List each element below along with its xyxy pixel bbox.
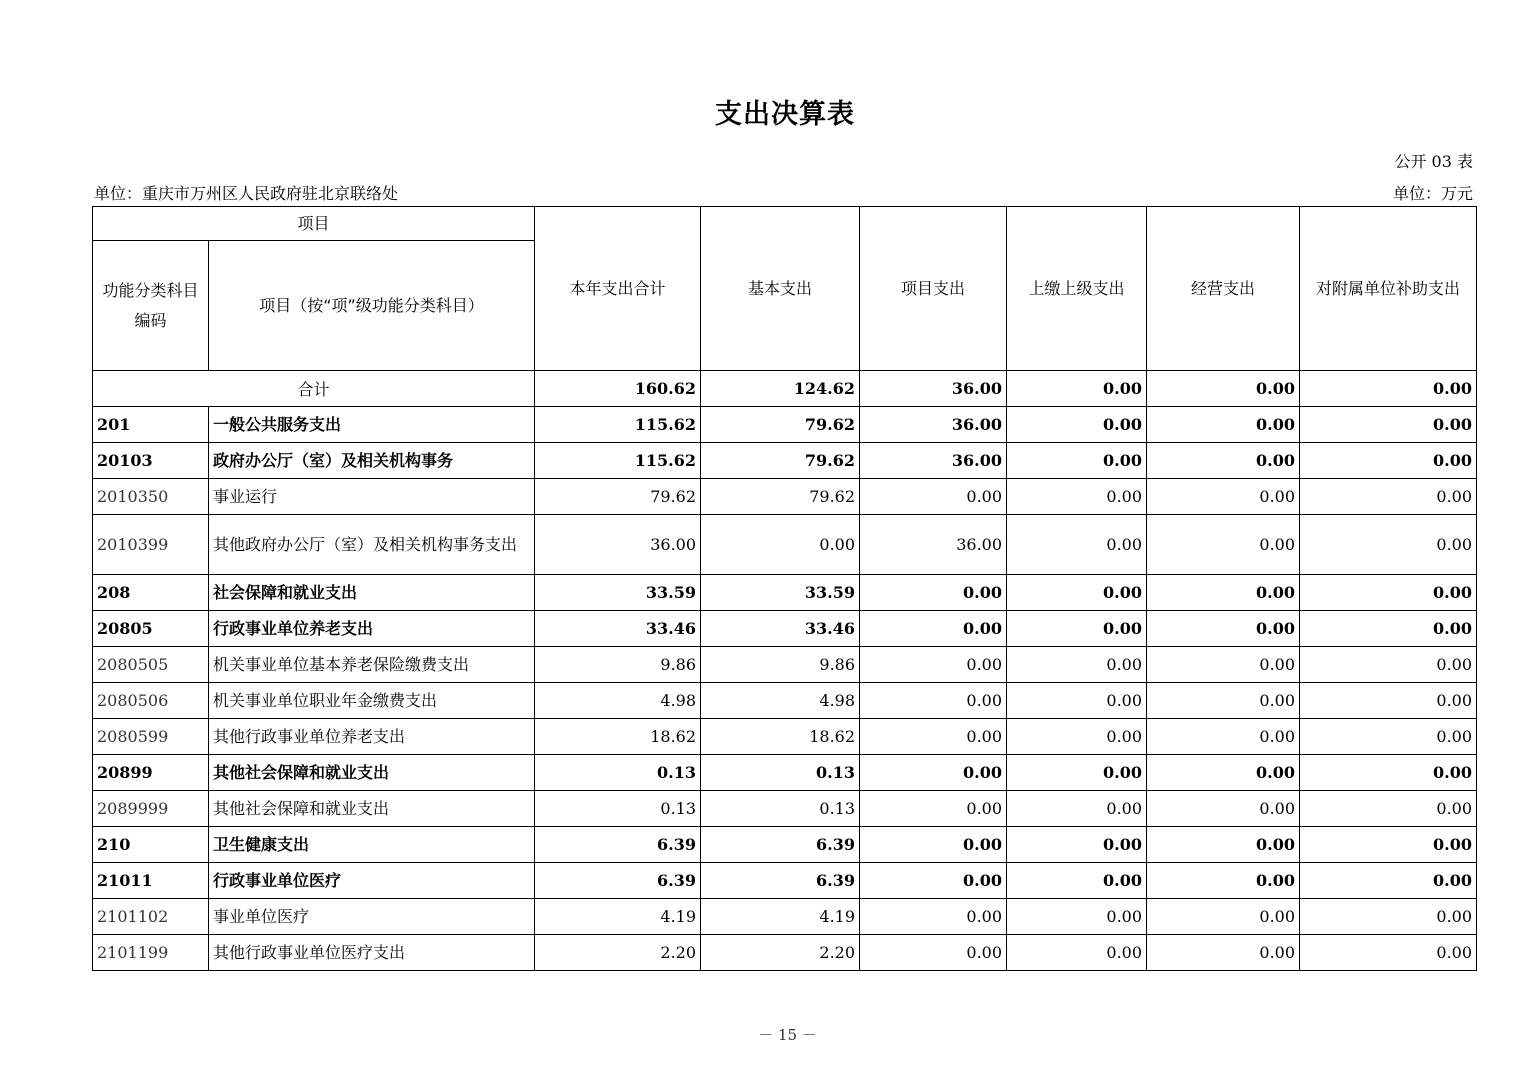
row-value: 4.98 — [701, 683, 860, 719]
row-value: 0.00 — [1300, 515, 1477, 575]
row-value: 0.00 — [1007, 515, 1147, 575]
row-value: 6.39 — [701, 863, 860, 899]
total-cell: 0.00 — [1300, 371, 1477, 407]
row-value: 2.20 — [535, 935, 701, 971]
row-value: 0.00 — [1300, 575, 1477, 611]
row-name: 事业运行 — [209, 479, 535, 515]
row-code: 20805 — [93, 611, 209, 647]
row-code: 2080505 — [93, 647, 209, 683]
row-value: 0.00 — [1300, 719, 1477, 755]
row-name: 社会保障和就业支出 — [209, 575, 535, 611]
table-number: 公开 03 表 — [1394, 152, 1473, 171]
row-value: 0.13 — [701, 755, 860, 791]
row-value: 18.62 — [701, 719, 860, 755]
row-value: 0.00 — [860, 647, 1007, 683]
row-value: 0.00 — [860, 863, 1007, 899]
table-row — [93, 719, 1477, 755]
row-name: 行政事业单位养老支出 — [209, 611, 535, 647]
row-value: 0.00 — [1147, 647, 1300, 683]
header-project-group: 项目 — [93, 207, 535, 241]
row-code: 2080599 — [93, 719, 209, 755]
row-value: 0.00 — [1147, 863, 1300, 899]
table-row — [93, 407, 1477, 443]
row-name: 卫生健康支出 — [209, 827, 535, 863]
row-value: 0.00 — [1300, 755, 1477, 791]
unit-currency: 单位：万元 — [1392, 184, 1473, 203]
row-code: 2101199 — [93, 935, 209, 971]
header-upper: 上缴上级支出 — [1007, 207, 1147, 371]
row-code: 2010350 — [93, 479, 209, 515]
row-value: 0.00 — [1147, 719, 1300, 755]
row-value: 0.00 — [1007, 755, 1147, 791]
header-business: 经营支出 — [1147, 207, 1300, 371]
row-value: 0.00 — [860, 719, 1007, 755]
row-value: 0.00 — [1007, 683, 1147, 719]
row-value: 4.19 — [701, 899, 860, 935]
row-name: 其他社会保障和就业支出 — [209, 791, 535, 827]
table-row — [93, 515, 1477, 575]
row-value: 33.46 — [535, 611, 701, 647]
row-code: 20899 — [93, 755, 209, 791]
row-value: 0.00 — [1147, 683, 1300, 719]
row-value: 0.00 — [1007, 407, 1147, 443]
row-name: 一般公共服务支出 — [209, 407, 535, 443]
row-code: 21011 — [93, 863, 209, 899]
row-value: 6.39 — [535, 827, 701, 863]
row-name: 其他行政事业单位医疗支出 — [209, 935, 535, 971]
row-value: 33.59 — [535, 575, 701, 611]
row-value: 0.00 — [1147, 935, 1300, 971]
row-value: 0.00 — [1007, 611, 1147, 647]
row-value: 0.00 — [1007, 827, 1147, 863]
row-value: 115.62 — [535, 443, 701, 479]
table-header — [93, 207, 1477, 371]
row-value: 0.00 — [1300, 479, 1477, 515]
table-body — [93, 371, 1477, 971]
total-cell: 124.62 — [701, 371, 860, 407]
row-value: 0.00 — [860, 755, 1007, 791]
row-code: 201 — [93, 407, 209, 443]
row-name: 其他社会保障和就业支出 — [209, 755, 535, 791]
row-value: 36.00 — [860, 515, 1007, 575]
total-cell: 0.00 — [1147, 371, 1300, 407]
total-label: 合计 — [93, 371, 535, 407]
unit-organization: 单位：重庆市万州区人民政府驻北京联络处 — [94, 184, 399, 203]
row-value: 0.00 — [1007, 647, 1147, 683]
row-value: 9.86 — [535, 647, 701, 683]
row-value: 0.00 — [1300, 791, 1477, 827]
row-value: 6.39 — [535, 863, 701, 899]
table-row — [93, 827, 1477, 863]
row-value: 0.00 — [1007, 791, 1147, 827]
table-row — [93, 443, 1477, 479]
row-value: 0.00 — [1147, 755, 1300, 791]
row-value: 0.00 — [860, 611, 1007, 647]
row-value: 33.46 — [701, 611, 860, 647]
row-value: 33.59 — [701, 575, 860, 611]
row-value: 0.00 — [860, 827, 1007, 863]
total-row — [93, 371, 1477, 407]
row-name: 机关事业单位职业年金缴费支出 — [209, 683, 535, 719]
row-value: 115.62 — [535, 407, 701, 443]
row-name: 事业单位医疗 — [209, 899, 535, 935]
row-name: 其他行政事业单位养老支出 — [209, 719, 535, 755]
header-subsidy: 对附属单位补助支出 — [1300, 207, 1477, 371]
table-row — [93, 683, 1477, 719]
row-value: 0.00 — [701, 515, 860, 575]
row-value: 0.00 — [1300, 611, 1477, 647]
document-title: 支出决算表 — [715, 99, 855, 130]
row-value: 0.00 — [1147, 443, 1300, 479]
header-code: 功能分类科目编码 — [93, 241, 209, 371]
row-value: 0.00 — [1147, 791, 1300, 827]
row-value: 9.86 — [701, 647, 860, 683]
row-value: 36.00 — [860, 407, 1007, 443]
row-code: 20103 — [93, 443, 209, 479]
row-value: 6.39 — [701, 827, 860, 863]
row-code: 2101102 — [93, 899, 209, 935]
table-row — [93, 479, 1477, 515]
total-cell: 160.62 — [535, 371, 701, 407]
row-value: 0.13 — [535, 791, 701, 827]
row-value: 79.62 — [701, 407, 860, 443]
table-row — [93, 863, 1477, 899]
row-value: 0.00 — [1300, 827, 1477, 863]
row-value: 0.00 — [1147, 407, 1300, 443]
row-value: 4.98 — [535, 683, 701, 719]
row-value: 0.00 — [860, 479, 1007, 515]
row-name: 行政事业单位医疗 — [209, 863, 535, 899]
expenditure-table — [92, 206, 1477, 971]
row-value: 0.00 — [1300, 683, 1477, 719]
row-name: 机关事业单位基本养老保险缴费支出 — [209, 647, 535, 683]
row-name: 政府办公厅（室）及相关机构事务 — [209, 443, 535, 479]
row-value: 0.00 — [1147, 827, 1300, 863]
row-code: 2089999 — [93, 791, 209, 827]
table-row — [93, 899, 1477, 935]
row-value: 0.00 — [860, 899, 1007, 935]
row-code: 2010399 — [93, 515, 209, 575]
row-value: 0.00 — [1300, 443, 1477, 479]
row-value: 0.00 — [1300, 899, 1477, 935]
table-row — [93, 575, 1477, 611]
row-value: 0.00 — [860, 683, 1007, 719]
row-value: 0.00 — [1147, 479, 1300, 515]
table-row — [93, 755, 1477, 791]
row-value: 0.00 — [1147, 899, 1300, 935]
total-cell: 36.00 — [860, 371, 1007, 407]
row-value: 79.62 — [535, 479, 701, 515]
table-row — [93, 611, 1477, 647]
row-value: 0.00 — [1300, 935, 1477, 971]
row-value: 0.00 — [860, 791, 1007, 827]
row-value: 0.00 — [1007, 479, 1147, 515]
row-code: 210 — [93, 827, 209, 863]
row-value: 79.62 — [701, 443, 860, 479]
row-value: 0.00 — [860, 575, 1007, 611]
row-value: 0.13 — [701, 791, 860, 827]
row-value: 0.00 — [1007, 863, 1147, 899]
row-value: 0.00 — [1147, 575, 1300, 611]
row-value: 0.00 — [1300, 647, 1477, 683]
row-value: 0.00 — [1300, 863, 1477, 899]
row-value: 0.00 — [1007, 575, 1147, 611]
header-basic: 基本支出 — [701, 207, 860, 371]
row-value: 0.00 — [1147, 611, 1300, 647]
row-name: 其他政府办公厅（室）及相关机构事务支出 — [209, 515, 535, 575]
row-value: 2.20 — [701, 935, 860, 971]
row-value: 0.00 — [1007, 935, 1147, 971]
page-number: － 15 － — [758, 1026, 817, 1044]
row-value: 0.00 — [1007, 443, 1147, 479]
table-row — [93, 935, 1477, 971]
row-value: 36.00 — [535, 515, 701, 575]
row-value: 36.00 — [860, 443, 1007, 479]
row-value: 0.13 — [535, 755, 701, 791]
row-value: 0.00 — [1007, 899, 1147, 935]
row-value: 79.62 — [701, 479, 860, 515]
row-value: 0.00 — [1300, 407, 1477, 443]
header-item: 项目（按“项”级功能分类科目） — [209, 241, 535, 371]
table-row — [93, 647, 1477, 683]
row-value: 0.00 — [860, 935, 1007, 971]
row-value: 0.00 — [1147, 515, 1300, 575]
header-project: 项目支出 — [860, 207, 1007, 371]
table-row — [93, 791, 1477, 827]
row-value: 4.19 — [535, 899, 701, 935]
row-code: 208 — [93, 575, 209, 611]
row-value: 18.62 — [535, 719, 701, 755]
total-cell: 0.00 — [1007, 371, 1147, 407]
header-total: 本年支出合计 — [535, 207, 701, 371]
row-value: 0.00 — [1007, 719, 1147, 755]
row-code: 2080506 — [93, 683, 209, 719]
